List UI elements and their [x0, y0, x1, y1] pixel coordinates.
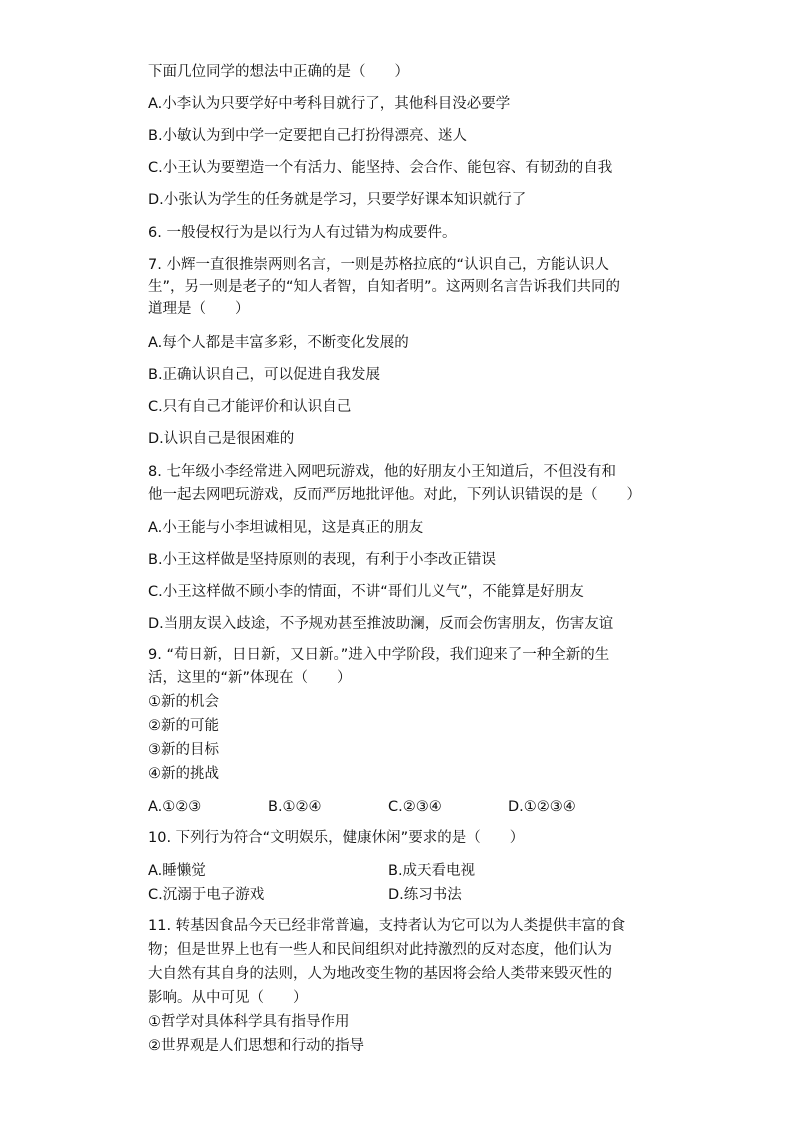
- question-stem-line: 物；但是世界上也有一些人和民间组织对此持激烈的反对态度，他们认为: [148, 942, 612, 958]
- option-d: D.练习书法: [388, 887, 462, 903]
- option-b: B.①②④: [268, 799, 322, 815]
- question-stem-line: 7. 小辉一直很推崇两则名言，一则是苏格拉底的“认识自己，方能认识人: [148, 257, 609, 273]
- option-d: D.当朋友误入歧途，不予规劝甚至推波助澜，反而会伤害朋友，伤害友谊: [148, 616, 614, 632]
- option-c: C.小王认为要塑造一个有活力、能坚持、会合作、能包容、有韧劲的自我: [148, 160, 613, 176]
- list-item: ④新的挑战: [148, 766, 219, 782]
- option-c: C.沉溺于电子游戏: [148, 887, 265, 903]
- question-stem: 10. 下列行为符合“文明娱乐，健康休闲”要求的是（ ）: [148, 830, 525, 846]
- list-item: ①哲学对具体科学具有指导作用: [148, 1014, 350, 1030]
- question-stem-line: 大自然有其自身的法则，人为地改变生物的基因将会给人类带来毁灭性的: [148, 966, 612, 982]
- list-item: ①新的机会: [148, 694, 219, 710]
- option-a: A.睡懒觉: [148, 863, 206, 879]
- option-d: D.小张认为学生的任务就是学习，只要学好课本知识就行了: [148, 192, 527, 208]
- option-a: A.①②③: [148, 799, 202, 815]
- list-item: ②新的可能: [148, 718, 219, 734]
- option-a: A.小王能与小李坦诚相见，这是真正的朋友: [148, 520, 424, 536]
- question-stem-line: 9. “苟日新，日日新，又日新。”进入中学阶段，我们迎来了一种全新的生: [148, 647, 610, 663]
- list-item: ③新的目标: [148, 742, 219, 758]
- question-stem-line: 活，这里的“新”体现在（ ）: [148, 670, 352, 686]
- question-stem-line: 他一起去网吧玩游戏，反而严厉地批评他。对此，下列认识错误的是（ ）: [148, 487, 641, 503]
- option-c: C.小王这样做不顾小李的情面，不讲“哥们儿义气”，不能算是好朋友: [148, 584, 584, 600]
- question-6: 6. 一般侵权行为是以行为人有过错为构成要件。: [148, 225, 457, 241]
- question-stem-line: 生”，另一则是老子的“知人者智，自知者明”。这两则名言告诉我们共同的: [148, 279, 621, 295]
- list-item: ②世界观是人们思想和行动的指导: [148, 1038, 364, 1054]
- question-stem: 下面几位同学的想法中正确的是（ ）: [148, 64, 409, 80]
- option-d: D.认识自己是很困难的: [148, 431, 295, 447]
- option-c: C.只有自己才能评价和认识自己: [148, 399, 352, 415]
- question-stem-line: 11. 转基因食品今天已经非常普遍，支持者认为它可以为人类提供丰富的食: [148, 918, 626, 934]
- option-b: B.小敏认为到中学一定要把自己打扮得漂亮、迷人: [148, 128, 468, 144]
- option-b: B.成天看电视: [388, 863, 476, 879]
- question-stem-line: 8. 七年级小李经常进入网吧玩游戏，他的好朋友小王知道后，不但没有和: [148, 464, 616, 480]
- question-stem-line: 影响。从中可见（ ）: [148, 990, 308, 1006]
- option-b: B.正确认识自己，可以促进自我发展: [148, 367, 381, 383]
- option-d: D.①②③④: [508, 799, 576, 815]
- option-c: C.②③④: [388, 799, 442, 815]
- option-a: A.小李认为只要学好中考科目就行了，其他科目没必要学: [148, 96, 511, 112]
- question-stem-line: 道理是（ ）: [148, 301, 250, 317]
- option-b: B.小王这样做是坚持原则的表现，有利于小李改正错误: [148, 552, 497, 568]
- option-a: A.每个人都是丰富多彩，不断变化发展的: [148, 335, 409, 351]
